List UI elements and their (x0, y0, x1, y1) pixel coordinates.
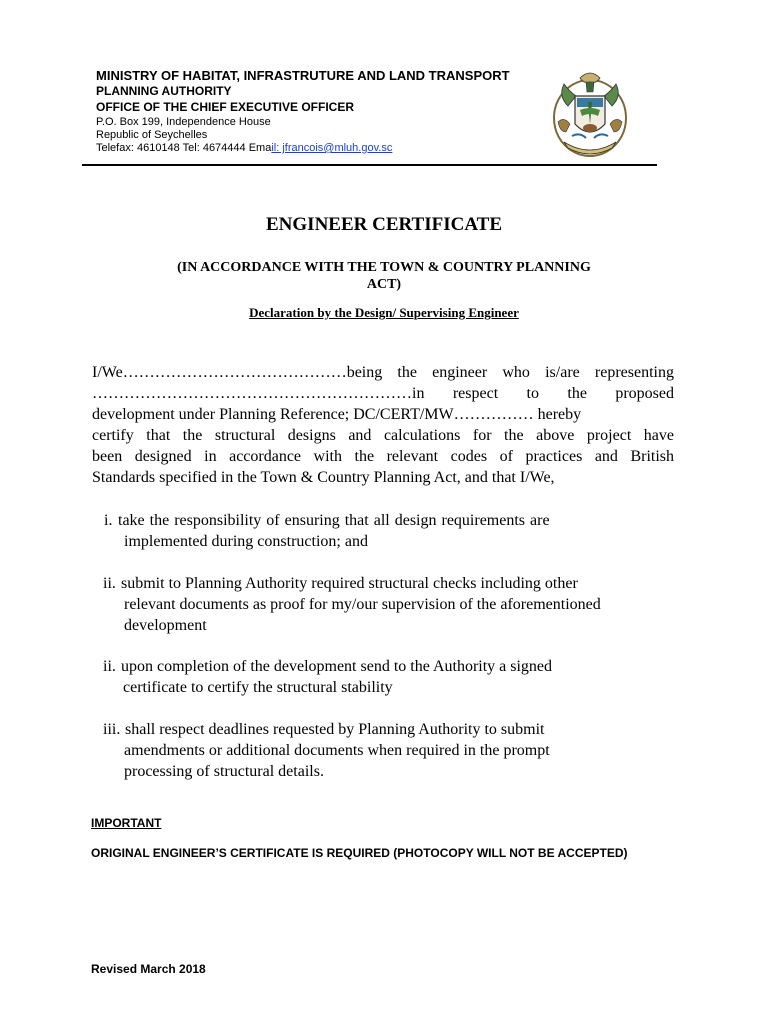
item-text (121, 573, 601, 636)
email-link[interactable]: il: jfrancois@mluh.gov.sc (271, 142, 393, 154)
document-title: ENGINEER CERTIFICATE (266, 214, 502, 235)
important-heading: IMPORTANT (91, 816, 162, 830)
list-item (103, 719, 673, 783)
item-line: take the responsibility of ensuring that all design requirements are (118, 512, 550, 529)
item-text (121, 656, 552, 698)
authority-name: PLANNING AUTHORITY (96, 84, 232, 98)
coat-of-arms-icon (550, 66, 630, 160)
header-divider (82, 164, 657, 166)
subtitle-line-2: ACT) (366, 277, 402, 292)
important-note: ORIGINAL ENGINEER’S CERTIFICATE IS REQUIRED (PHOTOCOPY WILL NOT BE ACCEPTED) (91, 846, 628, 860)
ministry-name: MINISTRY OF HABITAT, INFRASTRUTURE AND LAND TRANSPORT (96, 68, 510, 83)
item-line: certificate to certify the structural stability (123, 679, 393, 696)
contact-line (96, 142, 392, 154)
item-line: shall respect deadlines requested by Planning Authority to submit (125, 721, 545, 738)
item-line: submit to Planning Authority required structural checks including other (121, 575, 578, 592)
body-line-3: development under Planning Reference; DC/CERT/MW…………… hereby (92, 406, 582, 423)
address-line-1: P.O. Box 199, Independence House (96, 116, 271, 128)
body-line-2: ……………………………………………………in respect to the proposed (92, 385, 674, 402)
body-line-1: I/We……………………………………being the engineer who is/are representing (92, 364, 674, 381)
item-number: i. (104, 512, 113, 529)
item-text (118, 510, 550, 552)
office-name: OFFICE OF THE CHIEF EXECUTIVE OFFICER (96, 100, 355, 114)
subtitle-line-1: (IN ACCORDANCE WITH THE TOWN & COUNTRY PLANNING (177, 260, 591, 275)
document-subtitle (150, 259, 618, 293)
declaration-heading: Declaration by the Design/ Supervising Engineer (249, 305, 519, 320)
body-line-4: certify that the structural designs and calculations for the above project have (92, 427, 674, 444)
item-line: implemented during construction; and (124, 533, 368, 550)
item-line: processing of structural details. (124, 763, 324, 780)
item-line: amendments or additional documents when required in the prompt (124, 742, 550, 759)
list-item (103, 656, 673, 700)
body-line-5: been designed in accordance with the relevant codes of practices and British (92, 448, 674, 465)
telefax-text: Telefax: 4610148 Tel: 4674444 Ema (96, 142, 272, 154)
item-line: upon completion of the development send to the Authority a signed (121, 658, 553, 675)
address-line-2: Republic of Seychelles (96, 129, 208, 141)
certification-paragraph (92, 362, 674, 488)
item-line: development (124, 617, 207, 634)
revision-date: Revised March 2018 (91, 962, 206, 976)
item-number: iii. (103, 721, 121, 738)
list-item (104, 510, 674, 554)
item-line: relevant documents as proof for my/our supervision of the aforementioned (124, 596, 601, 613)
list-item (103, 573, 673, 637)
item-number: ii. (103, 575, 116, 592)
item-text (125, 719, 550, 782)
item-number: ii. (103, 658, 116, 675)
body-line-6: Standards specified in the Town & Country Planning Act, and that I/We, (92, 469, 555, 486)
